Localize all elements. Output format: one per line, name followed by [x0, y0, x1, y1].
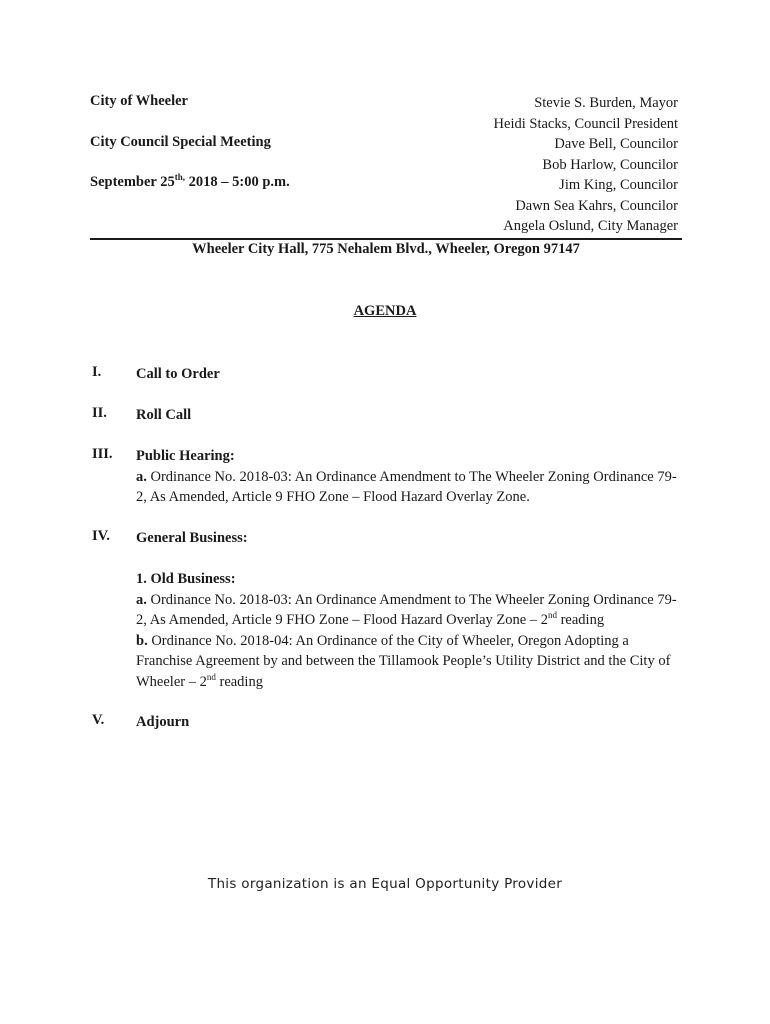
official-councilor: Bob Harlow, Councilor: [542, 156, 678, 173]
date-suffix-sup: th,: [174, 172, 185, 183]
item-number: III.: [92, 446, 113, 462]
sub-item-end: reading: [215, 673, 263, 690]
official-councilor: Dawn Sea Kahrs, Councilor: [515, 197, 678, 214]
public-hearing-title: Public Hearing:: [136, 448, 235, 464]
general-business-title: General Business:: [136, 530, 248, 546]
sub-item-text: Ordinance No. 2018-03: An Ordinance Amendment to The Wheeler Zoning Ordinance 79-2, As Amended, Article 9 FHO Zone – Flood Hazard Overlay Zone.: [136, 468, 677, 505]
equal-opportunity-footer: This organization is an Equal Opportunity Provider: [207, 876, 563, 892]
meeting-type: City Council Special Meeting: [90, 134, 271, 150]
city-name: City of Wheeler: [90, 93, 188, 109]
item-number: V.: [92, 712, 105, 728]
item-number: IV.: [92, 528, 110, 544]
old-business-item-b: [136, 631, 684, 693]
sub-item-label: a.: [136, 468, 147, 485]
item-general-business: [136, 528, 684, 692]
old-business-item-a: [136, 590, 684, 631]
official-mayor: Stevie S. Burden, Mayor: [534, 95, 678, 111]
item-number: II.: [92, 405, 107, 421]
official-councilor: Dave Bell, Councilor: [554, 136, 678, 152]
official-councilor: Jim King, Councilor: [559, 177, 678, 193]
date-prefix: September 25: [90, 174, 175, 190]
meeting-date: [90, 174, 290, 191]
item-roll-call: Roll Call: [136, 407, 192, 423]
item-call-to-order: Call to Order: [136, 366, 220, 382]
item-public-hearing: [136, 446, 684, 508]
ordinal-sup: nd: [206, 671, 216, 682]
sub-item-end: reading: [556, 612, 605, 628]
sub-item-text: Ordinance No. 2018-04: An Ordinance of the City of Wheeler, Oregon Adopting a Franchise Agreement by and between the Tillamook People’s Utility District and the City of Wheeler – 2: [136, 632, 671, 690]
agenda-title: AGENDA: [353, 303, 417, 319]
date-time: 2018 – 5:00 p.m.: [184, 174, 290, 190]
item-adjourn: Adjourn: [136, 714, 190, 730]
header-divider: [90, 238, 682, 240]
sub-item-text: Ordinance No. 2018-03: An Ordinance Amendment to The Wheeler Zoning Ordinance 79-2, As Amended, Article 9 FHO Zone – Flood Hazard Overlay Zone – 2: [136, 591, 677, 628]
public-hearing-item-a: [136, 467, 684, 508]
official-city-manager: Angela Oslund, City Manager: [503, 218, 678, 234]
meeting-address: Wheeler City Hall, 775 Nehalem Blvd., Wheeler, Oregon 97147: [192, 241, 580, 257]
official-council-president: Heidi Stacks, Council President: [493, 115, 678, 132]
sub-item-label: a.: [136, 591, 147, 608]
sub-item-label: b.: [136, 632, 148, 649]
old-business-title: 1. Old Business:: [136, 571, 236, 587]
ordinal-sup: nd: [547, 610, 557, 621]
officials-list: [494, 93, 678, 237]
item-number: I.: [92, 364, 102, 380]
